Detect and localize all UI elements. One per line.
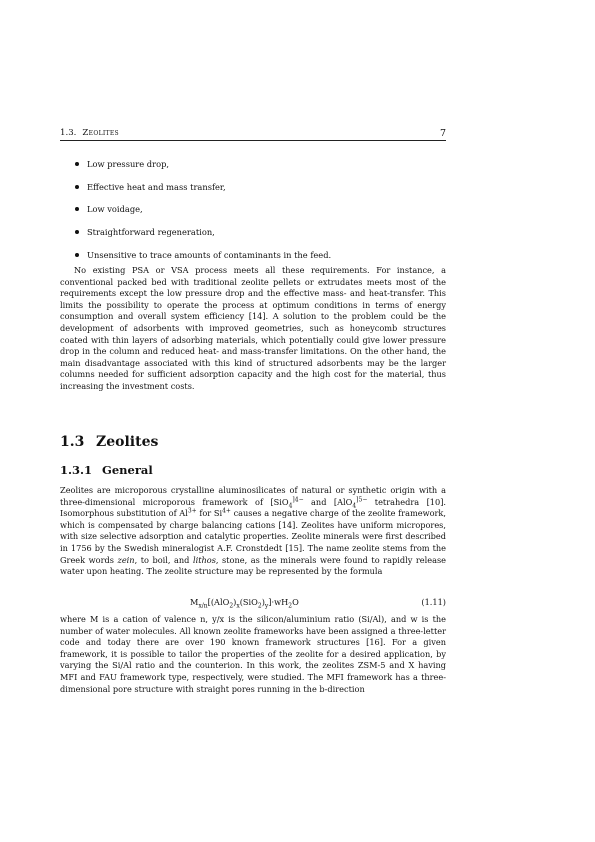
- superscript: ]5−: [356, 495, 368, 503]
- list-item-text: Unsensitive to trace amounts of contaminants in the feed.: [87, 249, 332, 260]
- section-heading: [60, 434, 158, 450]
- superscript: 3+: [187, 507, 197, 515]
- bullet-icon: [75, 162, 79, 166]
- paragraph-zeolite-definition: [60, 485, 446, 578]
- requirements-list: [75, 158, 331, 271]
- page-number: 7: [439, 128, 446, 139]
- subscript: 4: [288, 502, 293, 510]
- text-run: for Si: [196, 508, 223, 519]
- bullet-icon: [75, 230, 79, 234]
- list-item-text: Low pressure drop,: [87, 159, 170, 169]
- list-item-text: Effective heat and mass transfer,: [87, 181, 226, 192]
- list-item-text: Low voidage,: [87, 204, 143, 215]
- text-run: tetrahedra [10]. Isomorphous substitution of Al: [60, 496, 447, 519]
- text-run: and [AlO: [303, 496, 353, 507]
- italic-word: zein: [117, 554, 135, 565]
- text-run: Zeolites are microporous crystalline aluminosilicates of natural or synthetic origin with a three-dimensional microporous framework of [SiO: [60, 485, 446, 507]
- subsection-title: General: [102, 463, 153, 477]
- equation-1-11: [60, 597, 446, 611]
- list-item: [75, 226, 331, 249]
- italic-word: lithos: [192, 554, 216, 565]
- subscript: 4: [352, 502, 357, 510]
- text-run: , to boil, and: [134, 554, 193, 565]
- paragraph-zeolite-frameworks: where M is a cation of valence n, y/x is the silicon/aluminium ratio (Si/Al), and w is the number of water molecules. All known zeolite frameworks have been assigned a three-letter code and today there are over 190 known framework structures [16]. For a given framework, it is possible to tailor the properties of the zeolite for a desired application, by varying the Si/Al ratio and the counterion. In this work, the zeolites ZSM-5 and X having MFI and FAU framework type, respectively, were studied. The MFI framework has a three-dimensional pore structure with straight pores running in the b-direction: [60, 614, 446, 694]
- section-title: Zeolites: [96, 434, 159, 450]
- equation-expression: $M_{x/n}[(AlO_2)_x(SiO_2)_y]\cdot wH_2O$: [190, 597, 299, 610]
- running-head-section: [60, 128, 119, 138]
- superscript: ]4−: [292, 495, 304, 503]
- subsection-number: 1.3.1: [60, 463, 93, 477]
- running-head: [60, 126, 446, 141]
- superscript: 4+: [222, 507, 231, 515]
- bullet-icon: [75, 253, 79, 257]
- running-head-section-number: 1.3.: [60, 128, 77, 138]
- list-item-text: Straightforward regeneration,: [87, 227, 215, 238]
- bullet-icon: [75, 207, 79, 211]
- paragraph-psa-requirements: No existing PSA or VSA process meets all these requirements. For instance, a conventional packed bed with traditional zeolite pellets or extrudates meets most of the requirements except the low pressure drop and the effective mass- and heat-transfer. This limits the possibility to operate the process at optimum conditions in terms of energy consumption and overall system efficiency [14]. A solution to the problem could be the development of adsorbents with improved geometries, such as honeycomb structures coated with thin layers of adsorbing materials, which potentially could give lower pressure drop in the column and reduced heat- and mass-transfer limitations. On the other hand, the main disadvantage associated with this kind of structured adsorbents may be the larger columns needed for sufficient adsorption capacity and the high cost for the material, thus increasing the investment costs.: [60, 265, 446, 391]
- bullet-icon: [75, 185, 79, 189]
- equation-number: (1.11): [421, 597, 446, 607]
- text-run: , stone, as the minerals were found to rapidly release water upon heating. The zeolite structure may be represented by the formula: [60, 554, 447, 577]
- text-run: causes a negative charge of the zeolite framework, which is compensated by charge balancing cations [14]. Zeolites have uniform micropores, with size selective adsorption and catalytic properties. Zeolite minerals were first described in 1756 by the Swedish mineralogist A.F. Cronstdedt [15]. The name zeolite stems from the Greek words: [60, 508, 446, 565]
- list-item: [75, 203, 331, 226]
- subsection-heading: [60, 463, 153, 477]
- section-number: 1.3: [60, 434, 85, 450]
- list-item: [75, 158, 331, 181]
- running-head-section-title: Zeolites: [82, 128, 119, 138]
- list-item: [75, 181, 331, 204]
